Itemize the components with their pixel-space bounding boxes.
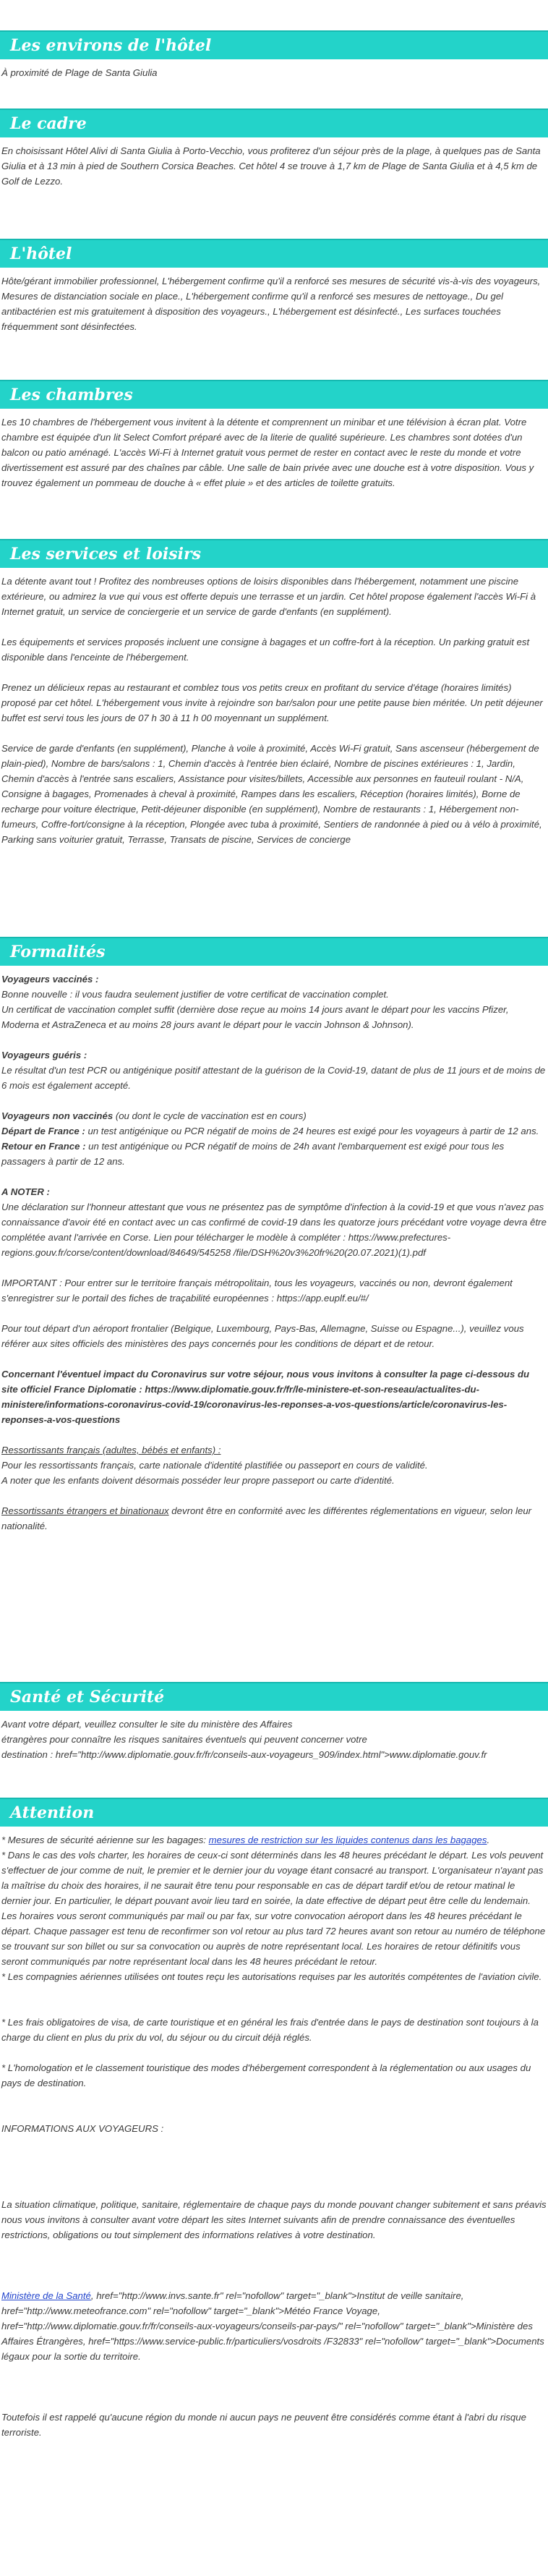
section-formalites [0, 937, 548, 1534]
concernant-text: Concernant l'éventuel impact du Coronavirus sur votre séjour, nous vous invitons à consulter la page ci-dessous du site officiel France Diplomatie : https://www.diplomatie.gouv.fr/fr/le-ministere-et-son-reseau/actualites-du-ministere/informations-coronavirus-covid-19/coronavirus-les-reponses-a-vos-questions/article/coronavirus-les-reponses-a-vos-questions [1, 1369, 530, 1425]
section-services [0, 539, 548, 847]
formalites-content [0, 966, 548, 1534]
nonvaccines-note: (ou dont le cycle de vaccination est en cours) [113, 1110, 307, 1121]
sante-content [0, 1711, 548, 1762]
section-title-chambres: Les chambres [0, 380, 548, 409]
attention-p1-post: . [487, 1835, 490, 1845]
attention-p2: * Dans le cas des vols charter, les horaires de ceux-ci sont déterminés dans les 48 heures précédant le départ. Les vols peuvent s'effectuer de jour comme de nuit, le premier et le dernier jour du voyage étant consacré au transport. L'organisateur n'ayant pas la maîtrise du choix des horaires, il ne saurait être tenu pour responsable en cas de départ tardif et/ou de retour matinal le dernier jour. En particulier, le départ pouvant avoir lieu tard en soirée, la date effective de départ peut être celle du lendemain. Les horaires vous seront communiqués par mail ou par fax, sur votre convocation aéroport dans les 48 heures précédant le départ. Chaque passager est tenu de reconfirmer son vol retour au plus tard 72 heures avant son retour au numéro de téléphone se trouvant sur son billet ou sur sa convocation ou auprès de notre représentant local. Les horaires de retour définitifs vous seront communiqués par notre représentant local dans les 48 heures précédant le retour. [1, 1850, 546, 1967]
services-p2: Les équipements et services proposés incluent une consigne à bagages et un coffre-fort à la réception. Un parking gratuit est disponible dans l'enceinte de l'hébergement. [1, 637, 530, 663]
services-p3: Prenez un délicieux repas au restaurant et comblez tous vos petits creux en profitant du service d'étage (horaires limités) proposé par cet hôtel. L'hébergement vous invite à rejoindre son bar/salon pour une petite pause bien méritée. Un petit déjeuner buffet est servi tous les jours de 07 h 30 à 11 h 00 moyennant un supplément. [1, 682, 543, 723]
anoter-block [1, 1184, 547, 1260]
vaccines-block [1, 972, 547, 1032]
section-title-attention: Attention [0, 1798, 548, 1827]
ressortissants-et-block [1, 1503, 547, 1534]
ministere-rest-text: , href="http://www.invs.sante.fr" rel="nofollow" target="_blank">Institut de veille sanitaire, href="http://www.meteofrance.com" rel="nofollow" target="_blank">Météo France Voyage, href="http://www.diplomatie.gouv.fr/fr/conseils-aux-voyageurs/conseils-par-pays/" rel="nofollow" target="_blank">Ministère des Affaires Étrangères, href="https://www.service-public.fr/particuliers/vosdroits /F32833" rel="nofollow" target="_blank">Documents légaux pour la sortie du territoire. [1, 2290, 544, 2362]
ressortissants-fr-text: Pour les ressortissants français, carte nationale d'identité plastifiée ou passeport en cours de validité. A noter que les enfants doivent désormais posséder leur propre passeport ou carte d'identité. [1, 1460, 428, 1486]
services-content [0, 568, 548, 847]
environs-text: À proximité de Plage de Santa Giulia [1, 67, 158, 78]
hotel-text: Hôte/gérant immobilier professionnel, L'hébergement confirme qu'il a renforcé ses mesures de sécurité vis-à-vis des voyageurs, Mesures de distanciation sociale en place., L'hébergement confirme qu'il a renforcé ses mesures de nettoyage., Du gel antibactérien est mis gratuitement à disposition des voyageurs., L'hébergement est désinfecté., Les surfaces touchées fréquemment sont désinfectées. [1, 276, 541, 332]
depart-text: un test antigénique ou PCR négatif de moins de 24 heures est exigé pour les voyageurs à partir de 12 ans. [85, 1126, 539, 1136]
chambres-content [0, 409, 548, 490]
section-hotel [0, 239, 548, 334]
section-environs [0, 30, 548, 80]
attention-p1 [1, 1832, 547, 1848]
section-title-services: Les services et loisirs [0, 539, 548, 568]
info-voyageurs-heading: INFORMATIONS AUX VOYAGEURS : [1, 2123, 164, 2134]
attention-p5: * L'homologation et le classement touristique des modes d'hébergement correspondent à la réglementation ou aux usages du pays de destination. [1, 2062, 531, 2088]
environs-content [0, 59, 548, 80]
attention-p3: * Les compagnies aériennes utilisées ont toutes reçu les autorisations requises par les autorités compétentes de l'aviation civile. [1, 1971, 542, 1982]
gueris-block [1, 1047, 547, 1093]
vaccines-heading: Voyageurs vaccinés : [1, 974, 99, 985]
gueris-text: Le résultat d'un test PCR ou antigénique positif attestant de la guérison de la Covid-19, datant de plus de 11 jours et de moins de 6 mois est également accepté. [1, 1065, 546, 1091]
depart-heading: Départ de France : [1, 1126, 85, 1136]
section-title-formalites: Formalités [0, 937, 548, 966]
sante-text: Avant votre départ, veuillez consulter le site du ministère des Affaires étrangères pour connaître les risques sanitaires éventuels qui peuvent concerner votre destination : href="http://www.diplomatie.gouv.fr/fr/conseils-aux-voyageurs_909/index.html">www.diplomatie.gouv.fr [1, 1719, 487, 1760]
retour-heading: Retour en France : [1, 1141, 86, 1152]
situation-text: La situation climatique, politique, sanitaire, réglementaire de chaque pays du monde pouvant changer subitement et sans préavis nous vous invitons à consulter avant votre départ les sites Internet suivants afin de prendre connaissance des éventuelles restrictions, obligations ou tout simplement des informations relatives à votre destination. [1, 2199, 547, 2240]
liquids-restriction-link[interactable]: mesures de restriction sur les liquides contenus dans les bagages [208, 1835, 487, 1845]
ressortissants-fr-heading: Ressortissants français (adultes, bébés et enfants) : [1, 1445, 221, 1455]
section-title-cadre: Le cadre [0, 109, 548, 137]
retour-text: un test antigénique ou PCR négatif de moins de 24h avant l'embarquement est exigé pour tous les passagers à partir de 12 ans. [1, 1141, 505, 1167]
cadre-content [0, 137, 548, 189]
section-chambres [0, 380, 548, 490]
toutefois-text: Toutefois il est rappelé qu'aucune région du monde ni aucun pays ne peuvent être considérés comme étant à l'abri du risque terroriste. [1, 2412, 526, 2438]
anoter-text: Une déclaration sur l'honneur attestant que vous ne présentez pas de symptôme d'infection à la covid-19 et que vous n'avez pas connaissance d'avoir été en contact avec un cas confirmé de covid-19 dans les quatorze jours précédant votre voyage devra être complétée avant l'arrivée en Corse. Lien pour télécharger le modèle à compléter : https://www.prefectures-regions.gouv.fr/corse/content/download/84649/545258 /file/DSH%20v3%20fr%20(20.07.2021)(1).pdf [1, 1202, 547, 1258]
hotel-content [0, 268, 548, 334]
ressortissants-et-text: devront être en conformité avec les différentes réglementations en vigueur, selon leur nationalité. [1, 1505, 532, 1531]
attention-p1-pre: * Mesures de sécurité aérienne sur les bagages: [1, 1835, 209, 1845]
ressortissants-fr-block [1, 1442, 547, 1488]
nonvaccines-block [1, 1108, 547, 1169]
section-title-environs: Les environs de l'hôtel [0, 30, 548, 59]
section-title-sante: Santé et Sécurité [0, 1682, 548, 1711]
section-title-hotel: L'hôtel [0, 239, 548, 268]
section-attention [0, 1798, 548, 2440]
services-p4: Service de garde d'enfants (en supplément), Planche à voile à proximité, Accès Wi-Fi gratuit, Sans ascenseur (hébergement de plain-pied), Nombre de bars/salons : 1, Chemin d'accès à l'entrée bien éclairé, Nombre de piscines extérieures : 1, Jardin, Chemin d'accès à l'entrée sans escaliers, Assistance pour visites/billets, Accessible aux personnes en fauteuil roulant - N/A, Consigne à bagages, Promenades à cheval à proximité, Rampes dans les escaliers, Réception (horaires limités), Borne de recharge pour voiture électrique, Petit-déjeuner disponible (en supplément), Nombre de restaurants : 1, Hébergement non-fumeurs, Coffre-fort/consigne à la réception, Plongée avec tuba à proximité, Sentiers de randonnée à pied ou à vélo à proximité, Parking sans voiturier gratuit, Terrasse, Transats de piscine, Services de concierge [1, 743, 542, 845]
ministere-block [1, 2288, 547, 2364]
ressortissants-et-heading: Ressortissants étrangers et binationaux [1, 1505, 169, 1516]
section-cadre [0, 109, 548, 189]
gueris-heading: Voyageurs guéris : [1, 1050, 87, 1060]
depart-europe-text: Pour tout départ d'un aéroport frontalier (Belgique, Luxembourg, Pays-Bas, Allemagne, Suisse ou Espagne...), veuillez vous référer aux sites officiels des ministères des pays concernés pour les conditions de départ et de retour. [1, 1323, 524, 1349]
cadre-text: En choisissant Hôtel Alivi di Santa Giulia à Porto-Vecchio, vous profiterez d'un séjour près de la plage, à quelques pas de Santa Giulia et à 13 min à pied de Southern Corsica Beaches. Cet hôtel 4 se trouve à 1,7 km de Plage de Santa Giulia et à 4,5 km de Golf de Lezzo. [1, 145, 541, 187]
ministere-sante-link[interactable]: Ministère de la Santé [1, 2290, 91, 2301]
services-p1: La détente avant tout ! Profitez des nombreuses options de loisirs disponibles dans l'hébergement, notamment une piscine extérieure, ou admirez la vue qui vous est offerte depuis une terrasse et un jardin. Cet hôtel propose également l'accès Wi-Fi à Internet gratuit, un service de conciergerie et un service de garde d'enfants (en supplément). [1, 576, 536, 617]
section-sante [0, 1682, 548, 1762]
chambres-text: Les 10 chambres de l'hébergement vous invitent à la détente et comprennent un minibar et une télévision à écran plat. Votre chambre est équipée d'un lit Select Comfort préparé avec de la literie de qualité supérieure. Les chambres sont dotées d'un balcon ou patio aménagé. L'accès Wi-Fi à Internet gratuit vous permet de rester en contact avec le reste du monde et votre divertissement est assuré par des chaînes par câble. Une salle de bain privée avec une douche est à votre disposition. Vous y trouvez également un pommeau de douche à « effet pluie » et des articles de toilette gratuits. [1, 417, 534, 488]
important-text: IMPORTANT : Pour entrer sur le territoire français métropolitain, tous les voyageurs, vaccinés ou non, devront également s'enregistrer sur le portail des fiches de traçabilité européennes : https://app.euplf.eu/#/ [1, 1278, 513, 1304]
attention-content [0, 1827, 548, 2440]
anoter-heading: A NOTER : [1, 1186, 50, 1197]
vaccines-text: Bonne nouvelle : il vous faudra seulement justifier de votre certificat de vaccination complet. Un certificat de vaccination complet suffit (dernière dose reçue au moins 14 jours avant le départ pour les vaccins Pfizer, Moderna et AstraZeneca et au moins 28 jours avant le départ pour le vaccin Johnson & Johnson). [1, 989, 509, 1030]
nonvaccines-heading: Voyageurs non vaccinés [1, 1110, 114, 1121]
attention-p4: * Les frais obligatoires de visa, de carte touristique et en général les frais d'entrée dans le pays de destination sont toujours à la charge du client en plus du prix du vol, du séjour ou du circuit déjà réglés. [1, 2017, 539, 2043]
